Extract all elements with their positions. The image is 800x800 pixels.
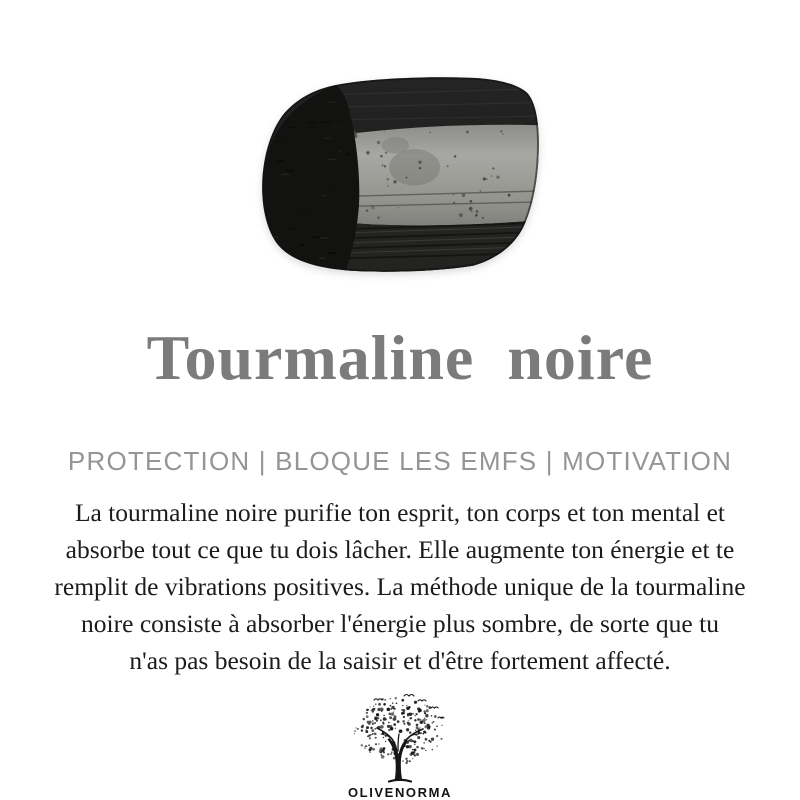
brand-logo xyxy=(348,691,452,800)
olive-tree-icon xyxy=(349,691,451,783)
tourmaline-stone-image xyxy=(244,76,556,275)
tree-canopy-leaves xyxy=(354,697,443,764)
product-title: Tourmaline noire xyxy=(146,321,654,393)
product-description: La tourmaline noire purifie ton esprit, ton corps et ton mental et absorbe tout ce que tu dois lâcher. Elle augmente ton énergie et te remplit de vibrations positives. La méthode unique de la tourmaline noire consiste à absorber l'énergie plus sombre, de sorte que tu n'as pas besoin de la saisir et d'être fortement affecté. xyxy=(54,498,746,675)
brand-name: OLIVENORMA xyxy=(347,785,453,800)
product-benefits-subtitle: PROTECTION | BLOQUE LES EMFS | MOTIVATION xyxy=(67,446,733,476)
stone-gray-band xyxy=(345,125,540,226)
